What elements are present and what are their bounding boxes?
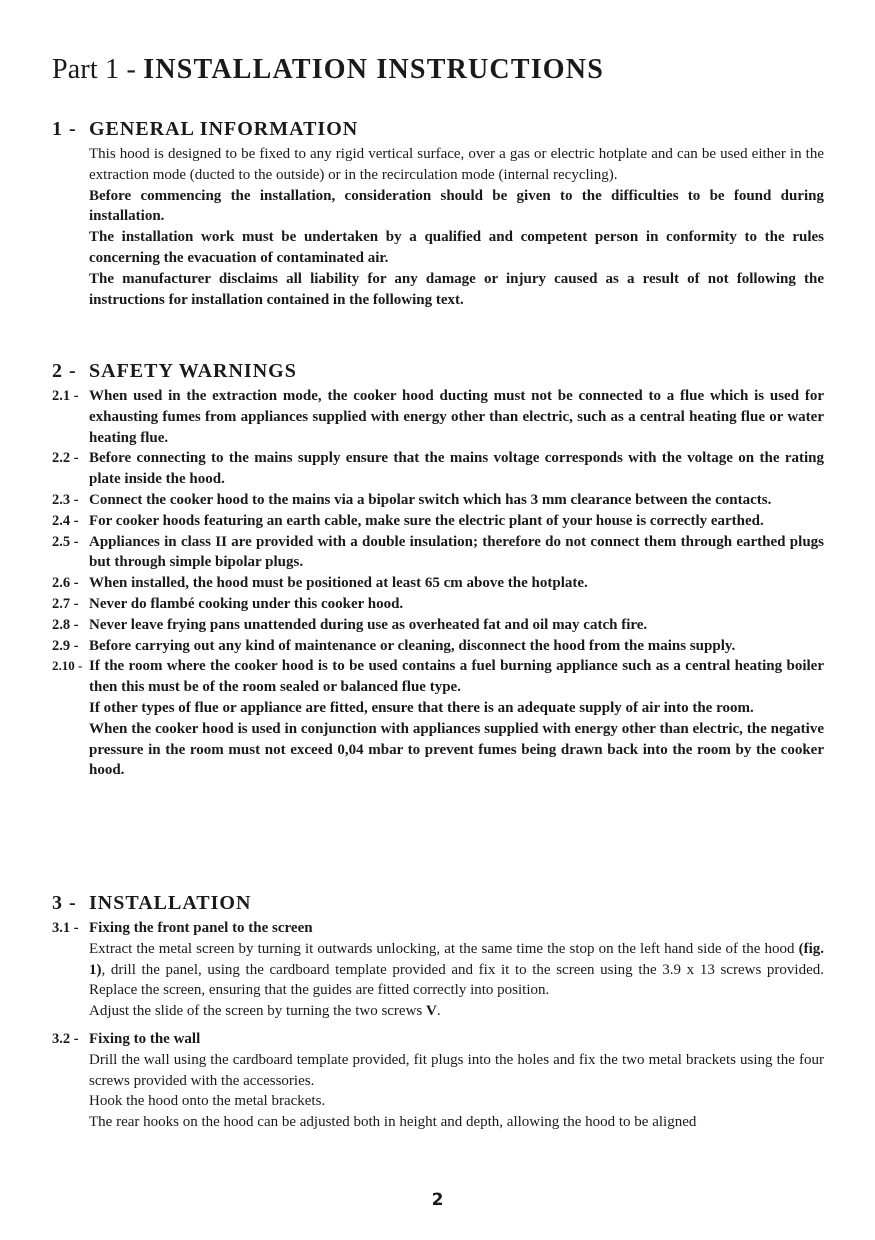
item-number: 2.1 - (52, 388, 79, 404)
item-number: 2.8 - (52, 616, 79, 633)
section-general-information (52, 116, 824, 310)
item-text: For cooker hoods featuring an earth cable, make sure the electric plant of your house is correctly earthed. (89, 512, 764, 529)
paragraph-bold: The manufacturer disclaims all liability for any damage or injury caused as a result of not following the instructions for installation contained in the following text. (89, 270, 824, 308)
text-run: , drill the panel, using the cardboard template provided and fix it to the screen using the 3.9 x 13 screws provided. Replace the screen, ensuring that the guides are fitted correctly into position. (89, 961, 824, 999)
list-item (52, 532, 824, 574)
section-title: INSTALLATION (89, 892, 252, 914)
section-number: 3 - (52, 892, 77, 914)
section-heading (52, 358, 824, 384)
paragraph-bold: The installation work must be undertaken by a qualified and competent person in conformity to the rules concerning the evacuation of contaminated air. (89, 229, 824, 266)
subsection-heading: Fixing to the wall (89, 1030, 201, 1047)
item-number: 2.4 - (52, 512, 79, 529)
item-text: Before connecting to the mains supply ensure that the mains voltage corresponds with the voltage on the rating plate inside the hood. (89, 450, 824, 488)
subsection-heading: Fixing the front panel to the screen (89, 920, 313, 936)
item-text: When used in the extraction mode, the cooker hood ducting must not be connected to a flue which is used for exhausting fumes from appliances supplied with energy other than electric, such as a central heating flue or water heating flue. (89, 388, 824, 446)
list-item (52, 636, 824, 657)
figure-reference: (fig. 1) (89, 940, 824, 978)
section-number: 1 - (52, 118, 77, 140)
title-main: INSTALLATION INSTRUCTIONS (143, 54, 604, 85)
text-run: . (436, 1003, 441, 1020)
list-item (52, 490, 824, 511)
list-item-continuation (52, 719, 824, 781)
item-number: 2.5 - (52, 533, 79, 550)
list-item (52, 386, 824, 448)
item-text: Never leave frying pans unattended during use as overheated fat and oil may catch fire. (89, 616, 648, 633)
warnings-list (52, 386, 824, 781)
page-title (52, 52, 604, 88)
section-safety-warnings (52, 358, 824, 781)
item-number: 2.7 - (52, 595, 79, 612)
section-installation (52, 890, 824, 1133)
item-number: 2.3 - (52, 491, 79, 508)
section-heading (52, 890, 824, 916)
screw-label: V (426, 1003, 437, 1020)
section-title: GENERAL INFORMATION (89, 118, 359, 140)
item-number: 2.6 - (52, 575, 79, 592)
paragraph: Drill the wall using the cardboard template provided, fit plugs into the holes and fix the two metal brackets using the four screws provided with the accessories. (89, 1051, 824, 1089)
item-number: 2.2 - (52, 450, 79, 467)
paragraph (89, 939, 824, 1001)
item-text: Never do flambé cooking under this cooker hood. (89, 595, 404, 612)
list-item (52, 656, 824, 698)
list-item (52, 448, 824, 490)
list-item-continuation (52, 698, 824, 719)
section-number: 2 - (52, 360, 77, 382)
paragraph: This hood is designed to be fixed to any rigid vertical surface, over a gas or electric hotplate and can be used either in the extraction mode (ducted to the outside) or in the recirculation mode (internal recycling). (89, 146, 824, 183)
item-text: When the cooker hood is used in conjunction with appliances supplied with energy other than electric, the negative pressure in the room must not exceed 0,04 mbar to prevent fumes being drawn back into the room by the cooker hood. (89, 720, 824, 779)
subsection-number: 3.1 - (52, 920, 79, 936)
title-prefix: Part 1 - (52, 54, 144, 85)
subsection-number: 3.2 - (52, 1030, 79, 1047)
list-item (52, 615, 824, 636)
item-text: If other types of flue or appliance are fitted, ensure that there is an adequate supply of air into the room. (89, 699, 754, 716)
text-run: Adjust the slide of the screen by turning the two screws (89, 1003, 427, 1020)
item-text: Before carrying out any kind of maintenance or cleaning, disconnect the hood from the mains supply. (89, 637, 736, 654)
section-body (89, 144, 824, 310)
section-title: SAFETY WARNINGS (89, 360, 297, 382)
list-item (52, 511, 824, 532)
list-item (52, 594, 824, 615)
item-text: Appliances in class II are provided with a double insulation; therefore do not connect them through earthed plugs but through simple bipolar plugs. (89, 533, 824, 571)
item-number: 2.9 - (52, 637, 79, 654)
subsection-wall-fixing (52, 1029, 824, 1133)
item-text: Connect the cooker hood to the mains via a bipolar switch which has 3 mm clearance between the contacts. (89, 491, 772, 508)
text-run: Extract the metal screen by turning it outwards unlocking, at the same time the stop on the left hand side of the hood (89, 940, 799, 957)
item-text: If the room where the cooker hood is to be used contains a fuel burning appliance such as a central heating boiler then this must be of the room sealed or balanced flue type. (89, 658, 824, 696)
paragraph-bold: Before commencing the installation, consideration should be given to the difficulties to be found during installation. (89, 187, 824, 225)
paragraph: The rear hooks on the hood can be adjusted both in height and depth, allowing the hood to be aligned (89, 1114, 697, 1131)
paragraph: Hook the hood onto the metal brackets. (89, 1093, 326, 1110)
list-item (52, 573, 824, 594)
page-number: 2 (431, 1190, 444, 1210)
section-heading (52, 116, 824, 142)
subsection-front-panel (52, 918, 824, 1022)
paragraph (89, 1001, 824, 1022)
item-number: 2.10 - (52, 658, 83, 674)
item-text: When installed, the hood must be positioned at least 65 cm above the hotplate. (89, 575, 588, 592)
